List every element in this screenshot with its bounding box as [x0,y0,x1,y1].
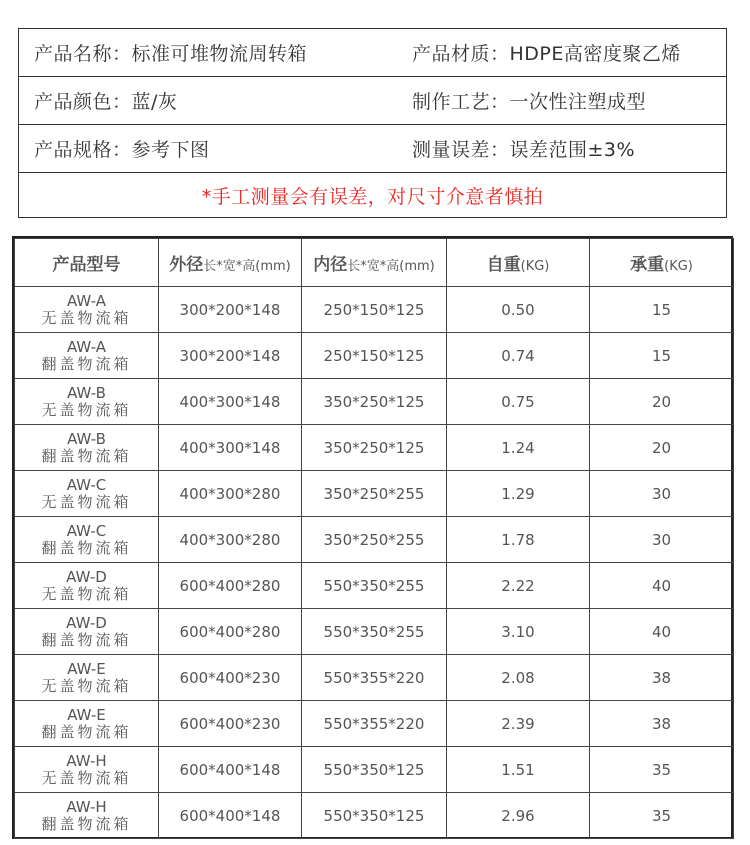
cell-weight: 1.51 [447,747,590,793]
table-row [15,379,734,425]
table-row [15,425,734,471]
cell-outer: 600*400*148 [159,747,302,793]
cell-inner: 550*350*255 [302,563,447,609]
cell-outer: 600*400*230 [159,701,302,747]
cell-inner: 550*355*220 [302,701,447,747]
spec-table [14,238,734,839]
cell-inner: 550*350*125 [302,747,447,793]
cell-load: 38 [590,655,734,701]
cell-model [15,333,159,379]
cell-weight: 0.75 [447,379,590,425]
cell-outer: 600*400*230 [159,655,302,701]
table-header-row [15,239,734,287]
product-spec: 产品规格：参考下图 [34,139,210,161]
cell-inner: 250*150*125 [302,333,447,379]
model-desc: 无盖物流箱 [41,308,132,327]
header-weight-unit: (KG) [520,259,550,274]
cell-load: 20 [590,425,734,471]
cell-weight: 0.74 [447,333,590,379]
cell-outer: 400*300*280 [159,471,302,517]
cell-model [15,425,159,471]
cell-inner: 350*250*255 [302,471,447,517]
model-code: AW-D [66,567,107,586]
cell-inner: 550*355*220 [302,655,447,701]
cell-load: 30 [590,471,734,517]
header-inner: 内径长*宽*高(mm) [302,239,447,287]
model-desc: 无盖物流箱 [41,400,132,419]
cell-weight: 2.39 [447,701,590,747]
model-desc: 翻盖物流箱 [41,722,132,741]
info-row-spec-tolerance [19,125,726,173]
product-process: 制作工艺：一次性注塑成型 [412,91,647,113]
table-row [15,747,734,793]
cell-model [15,747,159,793]
cell-inner: 350*250*125 [302,379,447,425]
model-desc: 无盖物流箱 [41,492,132,511]
cell-outer: 600*400*148 [159,793,302,839]
model-desc: 翻盖物流箱 [41,354,132,373]
cell-load: 40 [590,563,734,609]
cell-model [15,517,159,563]
model-desc: 翻盖物流箱 [41,538,132,557]
header-model: 产品型号 [15,239,159,287]
model-desc: 翻盖物流箱 [41,814,132,833]
cell-inner: 350*250*255 [302,517,447,563]
cell-weight: 3.10 [447,609,590,655]
model-desc: 翻盖物流箱 [41,630,132,649]
product-material: 产品材质：HDPE高密度聚乙烯 [412,43,681,65]
model-code: AW-A [66,337,106,356]
cell-model [15,701,159,747]
table-row [15,517,734,563]
table-row [15,563,734,609]
model-code: AW-E [67,659,106,678]
cell-load: 30 [590,517,734,563]
cell-load: 35 [590,793,734,839]
measurement-note: *手工测量会有误差，对尺寸介意者慎拍 [201,185,544,208]
info-row-name-material [19,29,726,77]
product-info-box [18,28,727,218]
cell-model [15,379,159,425]
header-outer: 外径长*宽*高(mm) [159,239,302,287]
cell-model [15,471,159,517]
cell-inner: 550*350*255 [302,609,447,655]
model-code: AW-A [66,291,106,310]
model-code: AW-H [66,751,107,770]
cell-load: 20 [590,379,734,425]
table-row [15,609,734,655]
cell-outer: 300*200*148 [159,287,302,333]
model-code: AW-B [67,383,106,402]
cell-model [15,609,159,655]
table-row [15,333,734,379]
cell-outer: 600*400*280 [159,609,302,655]
product-name: 产品名称：标准可堆物流周转箱 [34,43,308,65]
cell-load: 35 [590,747,734,793]
table-row [15,287,734,333]
model-code: AW-D [66,613,107,632]
model-code: AW-C [66,521,107,540]
cell-inner: 550*350*125 [302,793,447,839]
cell-weight: 1.24 [447,425,590,471]
cell-weight: 2.96 [447,793,590,839]
cell-weight: 2.08 [447,655,590,701]
header-load-unit: (KG) [664,259,693,274]
model-code: AW-E [67,705,106,724]
cell-load: 40 [590,609,734,655]
model-code: AW-H [66,797,107,816]
cell-inner: 350*250*125 [302,425,447,471]
table-row [15,471,734,517]
model-desc: 无盖物流箱 [41,676,132,695]
model-desc: 无盖物流箱 [41,584,132,603]
table-row [15,701,734,747]
cell-load: 15 [590,333,734,379]
table-row [15,655,734,701]
cell-model [15,793,159,839]
model-code: AW-B [67,429,106,448]
cell-model [15,287,159,333]
info-row-note [19,173,726,217]
cell-outer: 400*300*148 [159,425,302,471]
header-load: 承重(KG) [590,239,734,287]
header-weight: 自重(KG) [447,239,590,287]
header-outer-unit: 长*宽*高(mm) [203,259,291,274]
header-inner-unit: 长*宽*高(mm) [347,259,435,274]
cell-load: 15 [590,287,734,333]
info-row-color-process [19,77,726,125]
model-desc: 无盖物流箱 [41,768,132,787]
model-code: AW-C [66,475,107,494]
cell-model [15,563,159,609]
cell-weight: 2.22 [447,563,590,609]
spec-table-wrapper [12,236,733,839]
cell-outer: 400*300*148 [159,379,302,425]
cell-outer: 300*200*148 [159,333,302,379]
cell-inner: 250*150*125 [302,287,447,333]
model-desc: 翻盖物流箱 [41,446,132,465]
cell-outer: 600*400*280 [159,563,302,609]
cell-model [15,655,159,701]
cell-weight: 1.29 [447,471,590,517]
table-row [15,793,734,839]
product-color: 产品颜色：蓝/灰 [34,91,178,113]
product-tolerance: 测量误差：误差范围±3% [412,139,636,161]
cell-weight: 0.50 [447,287,590,333]
table-body [15,287,734,839]
cell-load: 38 [590,701,734,747]
cell-weight: 1.78 [447,517,590,563]
cell-outer: 400*300*280 [159,517,302,563]
